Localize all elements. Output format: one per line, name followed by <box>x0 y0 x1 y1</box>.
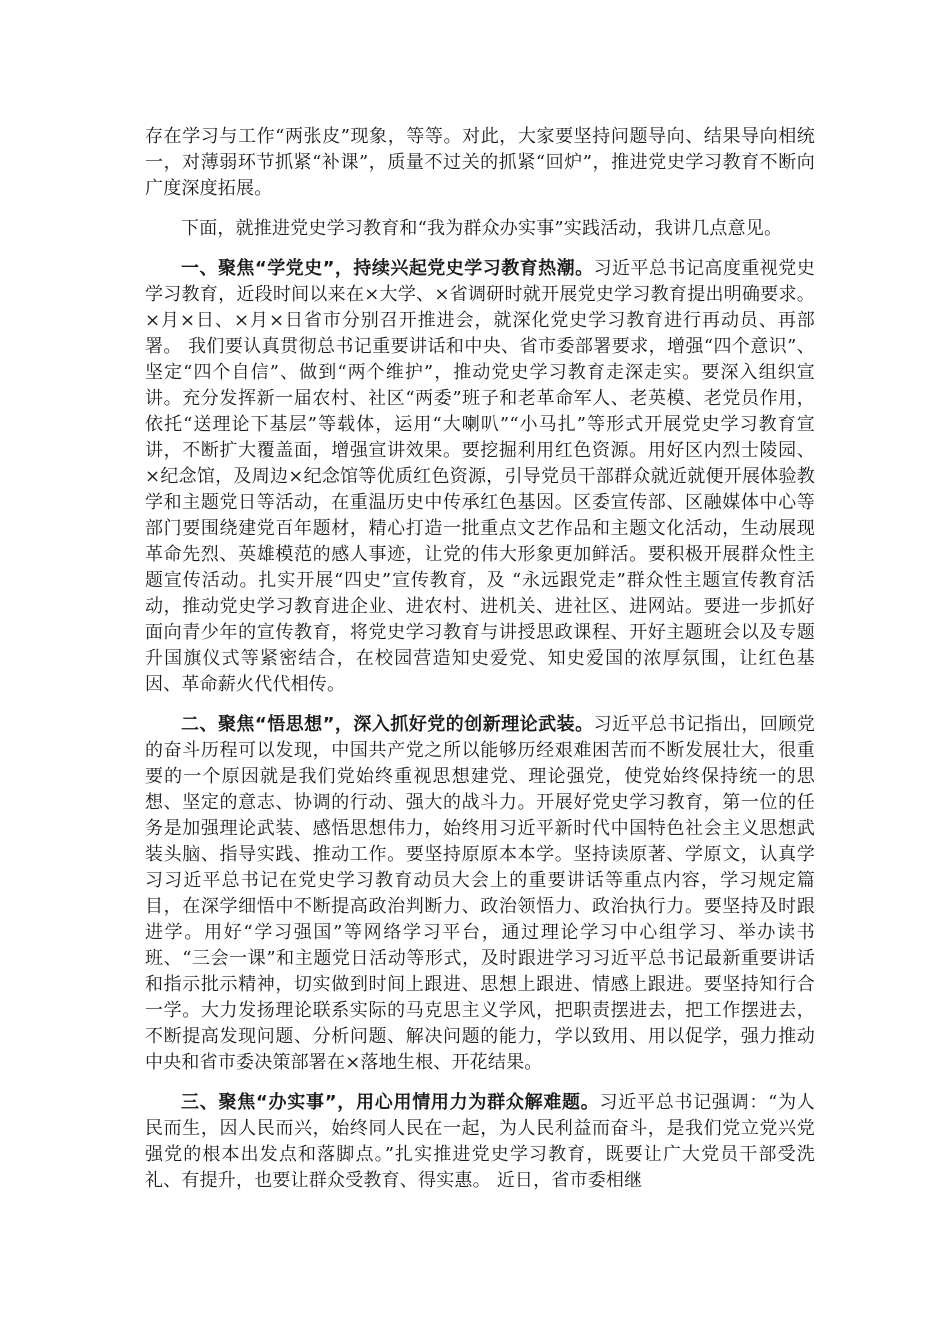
document-page <box>145 124 815 1208</box>
section-two-text: 大力发扬理论联系实际的马克思主义学风，把职责摆进去，把工作摆进去，不断提高发现问题、分析问题、解决问题的能力，学以致用、用以促学，强力推动中央和省市委决策部署在×落地生根、开花结果。 <box>145 1000 815 1073</box>
section-two-text: 坚持读原著、学原文，认真学习习近平总书记在党史学习教育动员大会上的重要讲话等重点内容，学习规定篇目，在深学细悟中不断提高政治判断力、政治领悟力、政治执行力。 <box>145 844 815 917</box>
paragraph-text: 下面，就推进党史学习教育和“我为群众办实事”实践活动，我讲几点意见。 <box>181 218 783 239</box>
section-two-subpoint-1: 要坚持原原本本学。 <box>405 844 574 865</box>
section-one-subpoint-1: 要深入组织宣讲。 <box>145 362 815 409</box>
paragraph-transition <box>145 216 815 242</box>
section-two <box>145 712 815 1076</box>
section-one-text: 习近平总书记高度重视党史学习教育，近段时间以来在×大学、×省调研时就开展党史学习教育提出明确要求。×月×日、×月×日省市分别召开推进会，就深化党史学习教育进行再动员、再部署。 我们要认真贯彻总书记重要讲话和中央、省市委部署要求，增强“四个意识”、坚定“四个自信”、做到“两个维护”，推动党史学习教育走深走实。 <box>145 258 815 383</box>
section-one-text: 用好区内烈士陵园、×纪念馆，及周边×纪念馆等优质红色资源，引导党员干部群众就近就便开展体验教学和主题党日等活动，在重温历史中传承红色基因。区委宣传部、区融媒体中心等部门要围绕建党百年题材，精心打造一批重点文艺作品和主题文化活动，生动展现革命先烈、英雄模范的感人事迹，让党的伟大形象更加鲜活。 <box>145 440 815 565</box>
section-two-subpoint-2: 要坚持及时跟进学。 <box>145 896 816 943</box>
section-two-text: 习近平总书记指出，回顾党的奋斗历程可以发现，中国共产党之所以能够历经艰难困苦而不断发展壮大，很重要的一个原因就是我们党始终重视思想建党、理论强党，使党始终保持统一的思想、坚定的意志、协调的行动、强大的战斗力。开展好党史学习教育，第一位的任务是加强理论武装、感悟思想伟力，始终用习近平新时代中国特色社会主义思想武装头脑、指导实践、推动工作。 <box>145 714 815 865</box>
section-two-text: 用好“学习强国”等网络学习平台，通过理论学习中心组学习、举办读书班、“三会一课”和主题党日活动等形式，及时跟进学习习近平总书记最新重要讲话和指示批示精神，切实做到时间上跟进、思想上跟进、情感上跟进。 <box>145 922 815 995</box>
paragraph-text: 存在学习与工作“两张皮”现象，等等。对此，大家要坚持问题导向、结果导向相统一，对薄弱环节抓紧“补课”，质量不过关的抓紧“回炉”，推进党史学习教育不断向广度深度拓展。 <box>145 126 815 199</box>
section-one-heading: 一、聚焦“学党史”，持续兴起党史学习教育热潮。 <box>181 258 594 279</box>
section-two-heading: 二、聚焦“悟思想”，深入抓好党的创新理论武装。 <box>181 714 594 735</box>
section-one-text: 扎实开展“四史”宣传教育，及 “永远跟党走”群众性主题宣传教育活动，推动党史学习教育进企业、进农村、进机关、进社区、进网站。要进一步抓好面向青少年的宣传教育，将党史学习教育与讲授思政课程、开好主题班会以及专题升国旗仪式等紧密结合，在校园营造知史爱党、知史爱国的浓厚氛围，让红色基因、革命薪火代代相传。 <box>145 570 815 695</box>
section-one-subpoint-3: 要积极开展群众性主题宣传活动。 <box>145 544 815 591</box>
section-three-heading: 三、聚焦“办实事”，用心用情用力为群众解难题。 <box>181 1092 600 1113</box>
section-one-subpoint-2: 要挖掘利用红色资源。 <box>461 440 648 461</box>
section-two-subpoint-3: 要坚持知行合一学。 <box>145 974 816 1021</box>
section-one-text: 充分发挥新一届农村、社区“两委”班子和老革命军人、老英模、老党员作用，依托“送理论下基层”等载体，运用“大喇叭”“小马扎”等形式开展党史学习教育宣讲，不断扩大覆盖面，增强宣讲效果。 <box>145 388 816 461</box>
section-one <box>145 256 815 698</box>
section-three-text: 习近平总书记强调：“为人民而生，因人民而兴，始终同人民在一起，为人民利益而奋斗，是我们党立党兴党强党的根本出发点和落脚点。”扎实推进党史学习教育，既要让广大党员干部受洗礼、有提升，也要让群众受教育、得实惠。 近日，省市委相继 <box>145 1092 815 1191</box>
paragraph-intro-continuation <box>145 124 815 202</box>
section-three <box>145 1090 815 1194</box>
